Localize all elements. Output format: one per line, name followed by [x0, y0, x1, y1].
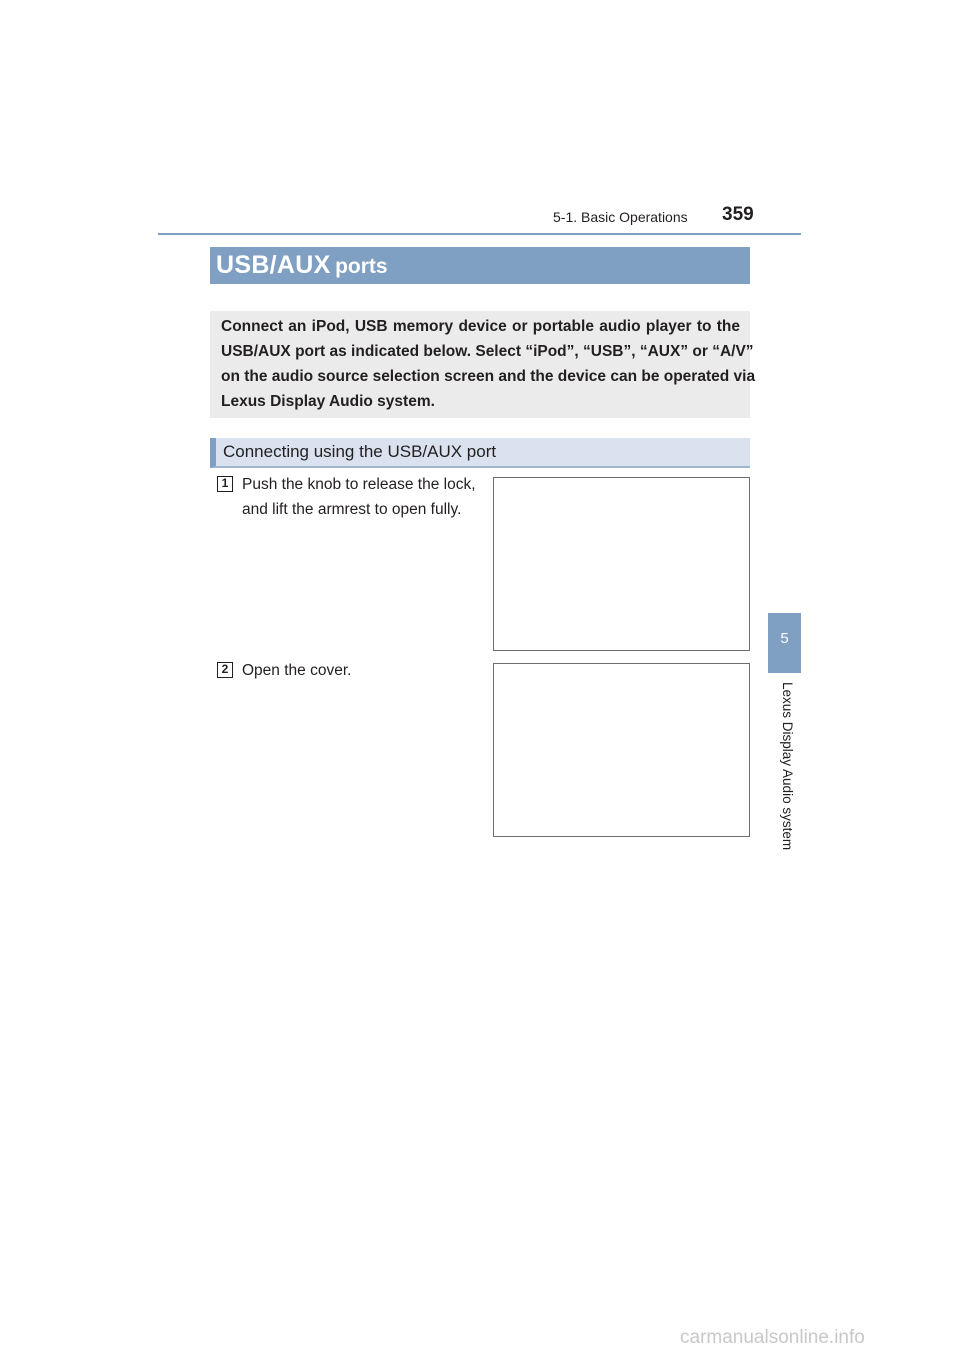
chapter-tab: 5 [768, 613, 801, 673]
intro-box [210, 311, 756, 418]
intro-line: Connect an iPod, USB memory device or portable audio player to the [221, 318, 740, 335]
intro-line: on the audio source selection screen and the device can be operated via [221, 368, 756, 385]
step-1-illustration [493, 477, 750, 651]
step-2-illustration [493, 663, 750, 837]
step-1-line: and lift the armrest to open fully. [242, 501, 462, 518]
chapter-label: Lexus Display Audio system [780, 682, 795, 851]
step-1-line: Push the knob to release the lock, [242, 476, 476, 493]
intro-line: Lexus Display Audio system. [221, 393, 435, 410]
page-title [210, 247, 750, 284]
step-1-text [242, 472, 476, 522]
header-divider [158, 233, 801, 235]
subheading: Connecting using the USB/AUX port [210, 438, 750, 468]
page-title-sub: ports [335, 255, 388, 278]
step-number-2: 2 [217, 662, 233, 678]
page-number: 359 [722, 204, 754, 225]
step-number-1: 1 [217, 476, 233, 492]
intro-line: USB/AUX port as indicated below. Select “iPod”, “USB”, “AUX” or “A/V” [221, 343, 754, 360]
watermark: carmanualsonline.info [680, 1327, 865, 1348]
step-2-text [242, 658, 351, 683]
page-title-main: USB/AUX [216, 251, 331, 279]
step-2-line: Open the cover. [242, 662, 352, 679]
section-title: 5-1. Basic Operations [553, 209, 688, 225]
